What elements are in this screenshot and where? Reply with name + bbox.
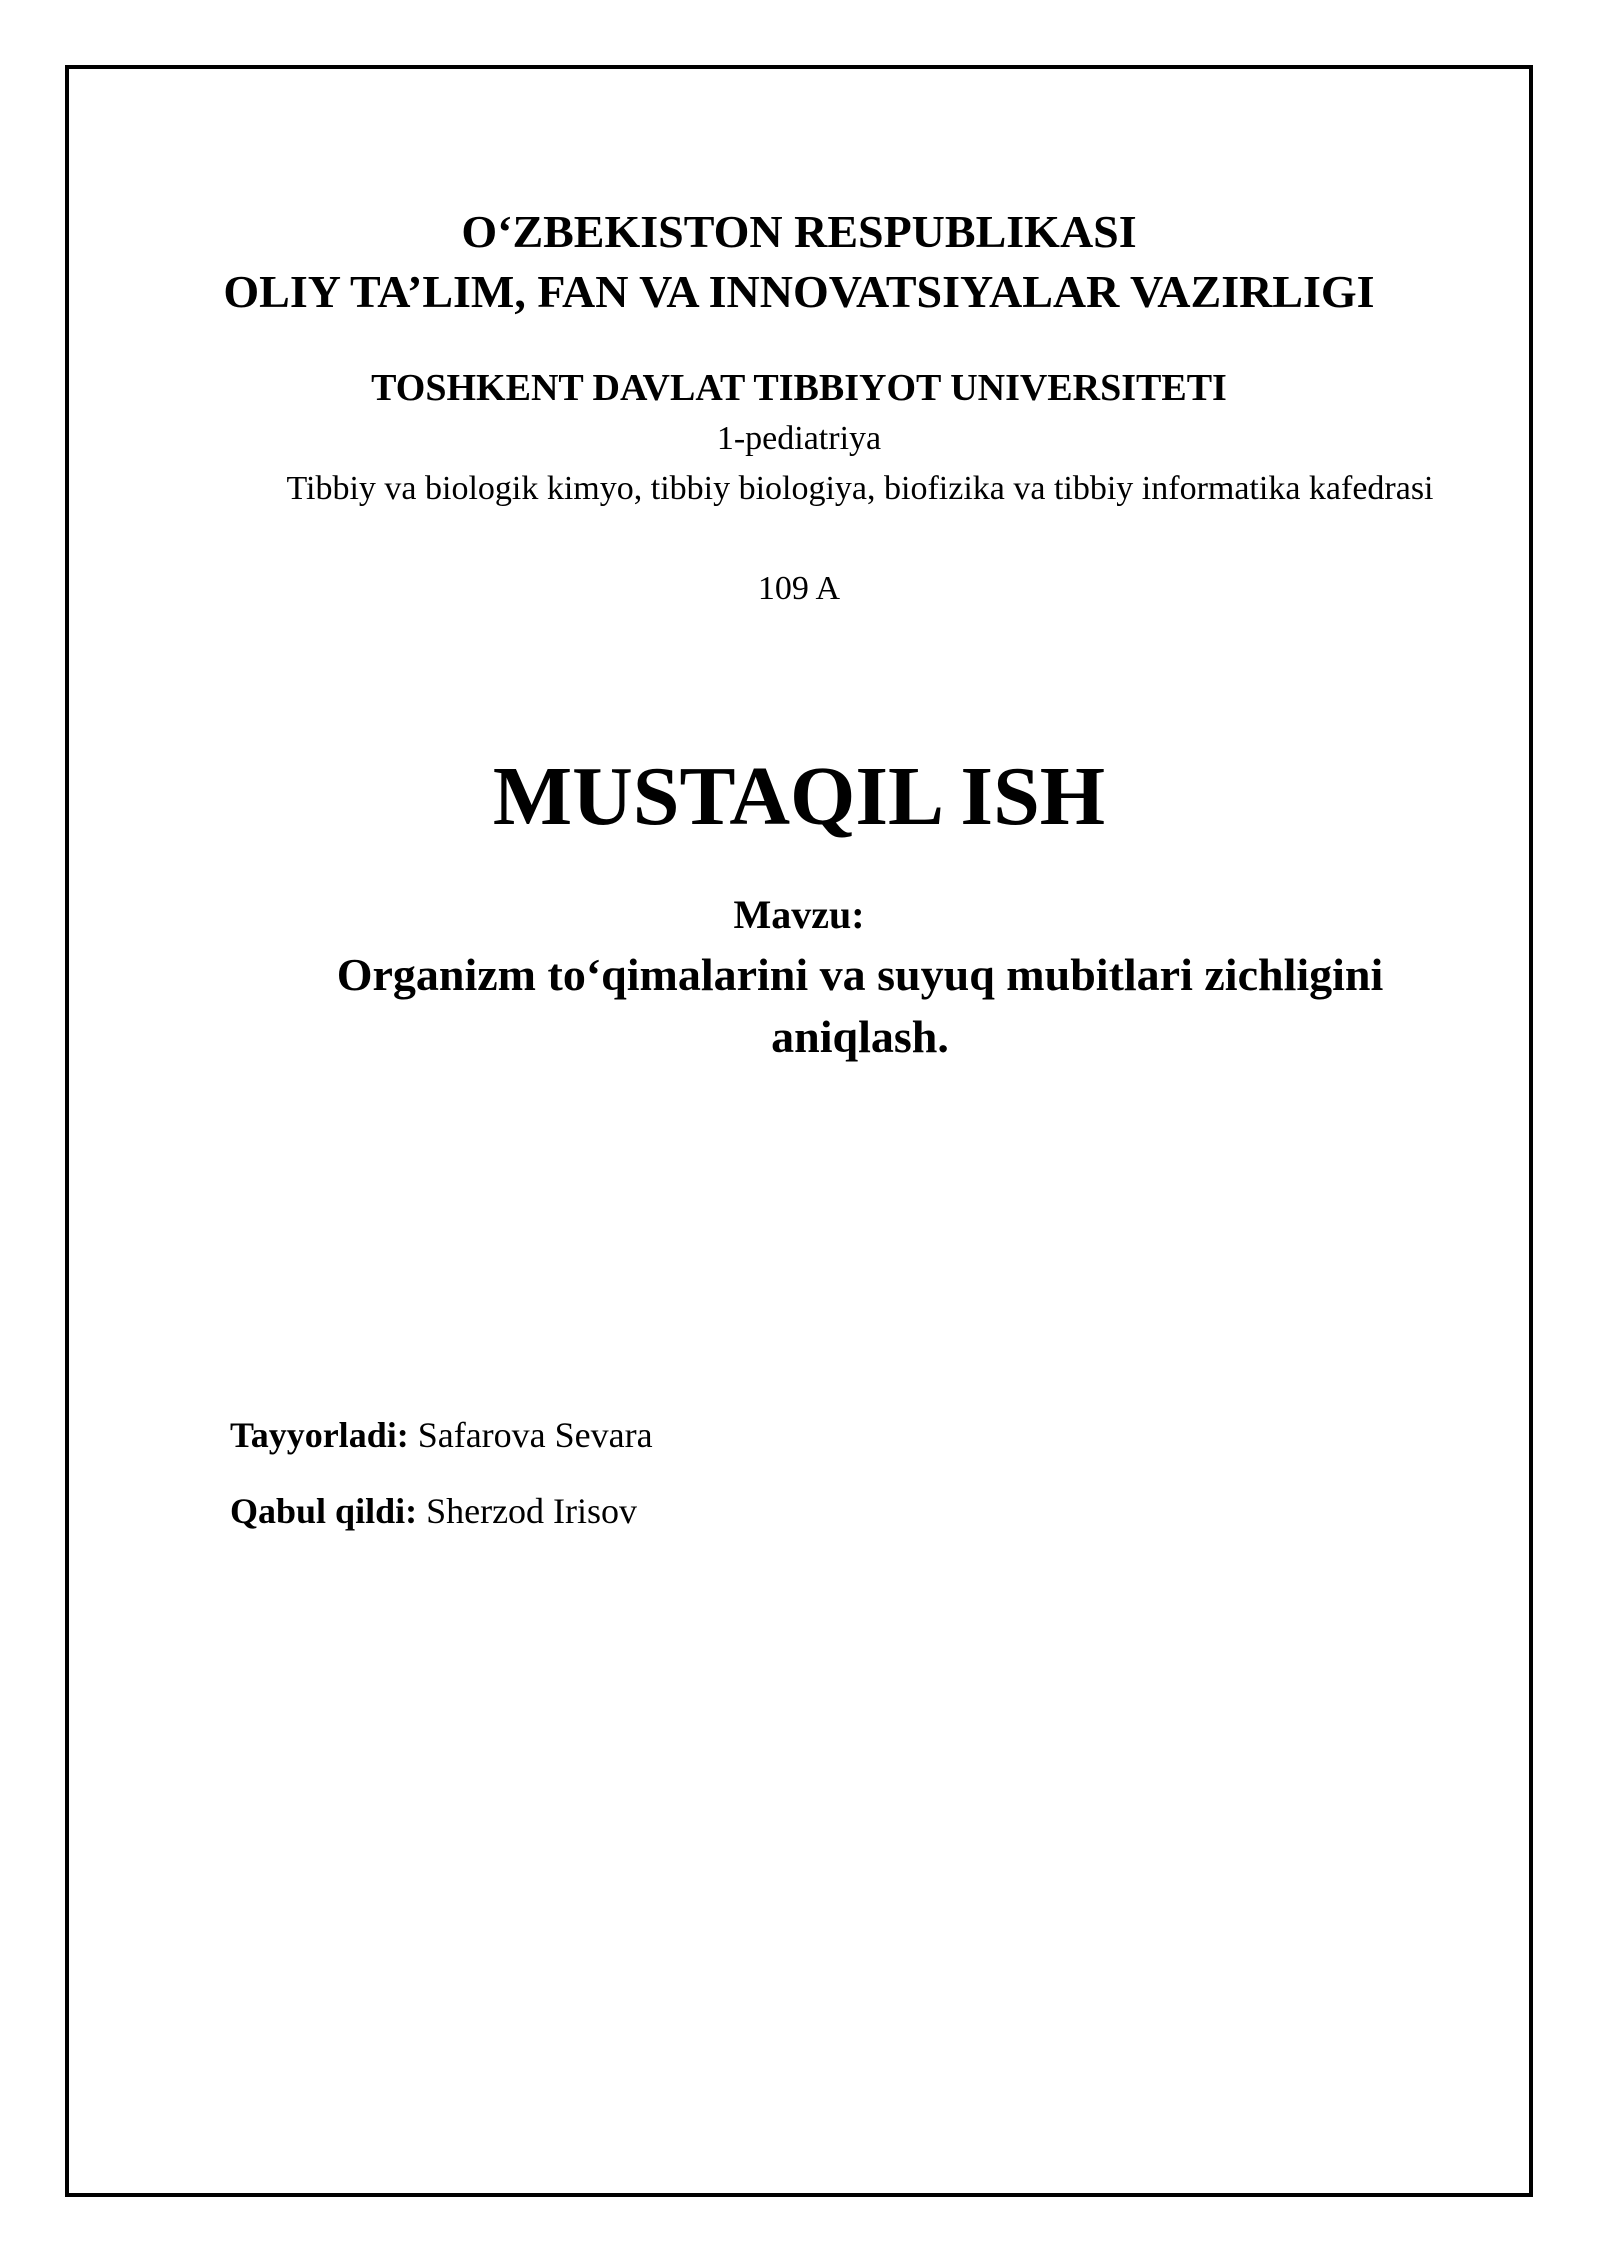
country-title: O‘ZBEKISTON RESPUBLIKASI bbox=[461, 206, 1137, 257]
prepared-by-value: Safarova Sevara bbox=[417, 1415, 653, 1455]
prepared-by-label: Tayyorladi: bbox=[230, 1415, 409, 1455]
prepared-by-line bbox=[230, 1410, 653, 1460]
work-type-title: MUSTAQIL ISH bbox=[492, 750, 1106, 843]
accepted-by-label: Qabul qildi: bbox=[230, 1491, 418, 1531]
accepted-by-value: Sherzod Irisov bbox=[426, 1491, 638, 1531]
topic-label: Mavzu: bbox=[733, 892, 865, 937]
department-name: Tibbiy va biologik kimyo, tibbiy biologiya, biofizika va tibbiy informatika kafedrasi bbox=[286, 470, 1434, 507]
university-title: TOSHKENT DAVLAT TIBBIYOT UNIVERSITETI bbox=[371, 367, 1227, 409]
topic-text: Organizm to‘qimalarini va suyuq mubitlari zichligini aniqlash. bbox=[336, 949, 1384, 1062]
accepted-by-line bbox=[230, 1486, 637, 1536]
group-number: 109 A bbox=[757, 570, 841, 607]
faculty-name: 1-pediatriya bbox=[716, 420, 882, 457]
ministry-title: OLIY TA’LIM, FAN VA INNOVATSIYALAR VAZIRLIGI bbox=[223, 266, 1375, 317]
